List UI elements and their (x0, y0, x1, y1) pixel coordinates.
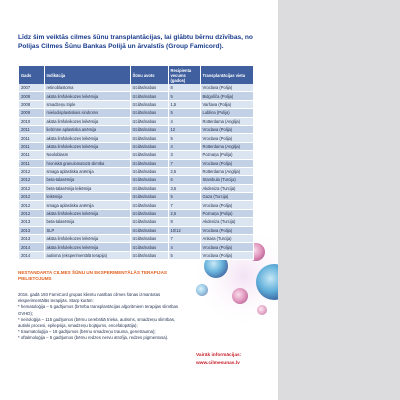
recipient-age-cell: 5 (168, 109, 200, 117)
cell-source-cell: Izcilās/nabas (130, 193, 168, 201)
recipient-age-cell: 4 (168, 243, 200, 251)
table-row (19, 100, 253, 108)
viewer-background (278, 0, 400, 400)
cell-source-cell: Izcilās/nabas (130, 226, 168, 234)
table-row (19, 218, 253, 226)
location-cell: Vroclava (Polija) (200, 159, 253, 167)
recipient-age-cell: 5 (168, 134, 200, 142)
list-item: * oftalmoloģija – 5 gadījumos (bērnu redzes nervu atrofija, redzes pigmentosa). (18, 335, 169, 341)
year-cell: 2012 (19, 201, 44, 209)
year-cell: 2011 (19, 125, 44, 133)
cell-source-cell: Izcilās/nabas (130, 100, 168, 108)
table-row (19, 167, 253, 175)
location-cell: Poznaņa (Polija) (200, 209, 253, 217)
indication-cell: leikēmija (44, 193, 130, 201)
indication-cell: Neoloblasm (44, 151, 130, 159)
location-cell: Vroclava (Polija) (200, 243, 253, 251)
year-cell: 2014 (19, 251, 44, 259)
recipient-age-cell: 7 (168, 235, 200, 243)
location-cell: Rotterdama (Anglija) (200, 142, 253, 150)
cell-source-cell: Izcilās/nabas (130, 167, 168, 175)
indication-cell: retinoblastoma (44, 84, 130, 92)
table-row (19, 251, 253, 259)
recipient-age-cell: 5 (168, 251, 200, 259)
cell-source-cell: Izcilās/nabas (130, 184, 168, 192)
recipient-age-cell: 4 (168, 117, 200, 125)
year-cell: 2008 (19, 100, 44, 108)
links-block (196, 352, 276, 367)
table-row (19, 92, 253, 100)
indication-cell: akūta limfoleikozes leikēmija (44, 142, 130, 150)
location-cell: Akdeniza (Turcija) (200, 184, 253, 192)
indication-cell: beta-talasēmija (44, 176, 130, 184)
cell-source-cell: Izcilās/nabas (130, 92, 168, 100)
table-row (19, 151, 253, 159)
indication-cell: beta-talasēmija leikēmija (44, 184, 130, 192)
website-link[interactable]: www.cilmesunas.lv (196, 360, 240, 366)
recipient-age-cell: 8 (168, 218, 200, 226)
table-row (19, 84, 253, 92)
cell-source-cell: Izcilās/nabas (130, 235, 168, 243)
page-heading: Līdz šim veiktās cilmes šūnu transplantācijas, lai glābtu bērnu dzīvības, no Polijas Cilmes Šūnu Bankas Polijā un ārvalstīs (Group Famicord). (18, 34, 253, 50)
table-header-row (19, 66, 253, 84)
table-row (19, 176, 253, 184)
list-item: * neiroloģija – 115 gadījumos (bērnu cerebrālā trieka, autisms, smadzeņu slimības, autiski procesi, epilepsija, smadzeņu bojājums, encefalopātija); (18, 316, 176, 329)
year-cell: 2013 (19, 218, 44, 226)
cell-source-cell: Izcilās/nabas (130, 134, 168, 142)
year-cell: 2011 (19, 159, 44, 167)
cell-source-cell: Izcilās/nabas (130, 151, 168, 159)
year-cell: 2007 (19, 84, 44, 92)
location-cell: Vroclava (Polija) (200, 125, 253, 133)
indication-cell: smaga aplastiska anēmija (44, 167, 130, 175)
cell-source-cell: Izcilās/nabas (130, 125, 168, 133)
recipient-age-cell: 7 (168, 201, 200, 209)
table-row (19, 243, 253, 251)
cell-source-cell: Izcilās/nabas (130, 201, 168, 209)
cell-source-cell: Izcilās/nabas (130, 159, 168, 167)
recipient-age-cell: 3 (168, 151, 200, 159)
year-cell: 2008 (19, 92, 44, 100)
cell-source-cell: Izcilās/nabas (130, 109, 168, 117)
table-row (19, 117, 253, 125)
year-cell: 2011 (19, 151, 44, 159)
location-cell: Vroclava (Polija) (200, 134, 253, 142)
column-header-recipient-age: Recipienta vecums (gados) (168, 66, 200, 84)
section-title: NESTANDARTA CILMES ŠŪNU UN EKSPERIMENTĀLĀS TERAPIJAS PIELIETOJUMS (18, 270, 167, 282)
recipient-age-cell: 5 (168, 193, 200, 201)
table-row (19, 209, 253, 217)
location-cell: Varšava (Polija) (200, 100, 253, 108)
year-cell: 2013 (19, 235, 44, 243)
cell-source-cell: Izcilās/nabas (130, 176, 168, 184)
location-cell: Stambula (Turcija) (200, 176, 253, 184)
location-cell: Vroclava (Polija) (200, 84, 253, 92)
table-row (19, 142, 253, 150)
cell-source-cell: Izcilās/nabas (130, 142, 168, 150)
column-header-indication: Indikācija (44, 66, 130, 84)
year-cell: 2012 (19, 209, 44, 217)
table-row (19, 134, 253, 142)
cell-source-cell: Izcilās/nabas (130, 218, 168, 226)
table-row (19, 125, 253, 133)
indication-cell: smaga aplastiska anēmija (44, 201, 130, 209)
location-cell: Bidgošča (Polija) (200, 92, 253, 100)
table-row (19, 226, 253, 234)
more-info-link[interactable]: Vairāk informācijas: (196, 353, 242, 358)
list-item: * traumatoloģija – 18 gadījumos (bērnu smadzeņu trauma, genetrauma); (18, 329, 156, 335)
location-cell: Poznaņa (Polija) (200, 151, 253, 159)
year-cell: 2014 (19, 243, 44, 251)
year-cell: 2012 (19, 167, 44, 175)
indication-cell: akūta limfoleikozes leikēmija (44, 235, 130, 243)
recipient-age-cell: 4 (168, 142, 200, 150)
recipient-age-cell: 10/12 (168, 226, 200, 234)
location-cell: Rotterdama (Anglija) (200, 167, 253, 175)
recipient-age-cell: 2,5 (168, 167, 200, 175)
table-row (19, 193, 253, 201)
indication-cell: hroniskā granulomatozā slimība (44, 159, 130, 167)
indication-cell: akūta limfoleikozes leikēmija (44, 92, 130, 100)
recipient-age-cell: 5 (168, 92, 200, 100)
transplant-table (19, 66, 254, 260)
recipient-age-cell: 6 (168, 176, 200, 184)
indication-cell: SLP (44, 226, 130, 234)
location-cell: Rotterdama (Anglija) (200, 117, 253, 125)
year-cell: 2011 (19, 134, 44, 142)
recipient-age-cell: 12 (168, 125, 200, 133)
location-cell: Akdeniza (Turcija) (200, 218, 253, 226)
section-body (18, 292, 188, 342)
column-header-cell-source: Šūnu avots (130, 66, 168, 84)
table-body (19, 84, 253, 260)
recipient-age-cell: 8 (168, 84, 200, 92)
indication-cell: akūta limfoleikozes leikēmija (44, 134, 130, 142)
indication-cell: akūta limfoleikozes leikēmija (44, 117, 130, 125)
recipient-age-cell: 3,5 (168, 184, 200, 192)
recipient-age-cell: 7 (168, 159, 200, 167)
cell-source-cell: Izcilās/nabas (130, 117, 168, 125)
year-cell: 2010 (19, 117, 44, 125)
table-row (19, 184, 253, 192)
year-cell: 2012 (19, 176, 44, 184)
table-row (19, 201, 253, 209)
location-cell: Vroclava (Polija) (200, 201, 253, 209)
table-row (19, 109, 253, 117)
table-row (19, 235, 253, 243)
indication-cell: mielodisplastiskais sindroms (44, 109, 130, 117)
table-row (19, 159, 253, 167)
indication-cell: lielzinne aplastiska anēmija (44, 125, 130, 133)
location-cell: Vroclava (Polija) (200, 226, 253, 234)
year-cell: 2013 (19, 226, 44, 234)
location-cell: Lublina (Polija) (200, 109, 253, 117)
cell-source-cell: Izcilās/nabas (130, 251, 168, 259)
section-intro: 2016. gadā 193 FamiCord grupas klientu nasības cilmes šūnas izmantotas eksperimentālās terapijās. Starp kurām: (18, 292, 161, 304)
location-cell: Ankara (Turcija) (200, 235, 253, 243)
indication-cell: akūta limfoleikozes leikēmija (44, 243, 130, 251)
indication-cell: autisma (eksperimentālā terapija) (44, 251, 130, 259)
location-cell: Vroclava (Polija) (200, 251, 253, 259)
cell-source-cell: Izcilās/nabas (130, 209, 168, 217)
column-header-location: Transplantācijas vieta (200, 66, 253, 84)
indication-cell: akūta limfoleikozes leikēmija (44, 209, 130, 217)
year-cell: 2012 (19, 193, 44, 201)
location-cell: Gaza (Turcija) (200, 193, 253, 201)
year-cell: 2011 (19, 142, 44, 150)
column-header-year: Gads (19, 66, 44, 84)
year-cell: 2009 (19, 109, 44, 117)
indication-cell: beta-talasēmija (44, 218, 130, 226)
list-item: * hematoloģija – 5 gadījumos (brīvība transplantācijas alģoritmiem terapijas slimības GVHD); (18, 304, 179, 316)
year-cell: 2012 (19, 184, 44, 192)
recipient-age-cell: 2,5 (168, 209, 200, 217)
recipient-age-cell: 1,5 (168, 100, 200, 108)
cell-source-cell: Izcilās/nabas (130, 84, 168, 92)
cell-source-cell: Izcilās/nabas (130, 243, 168, 251)
indication-cell: smadzeņu triple (44, 100, 130, 108)
